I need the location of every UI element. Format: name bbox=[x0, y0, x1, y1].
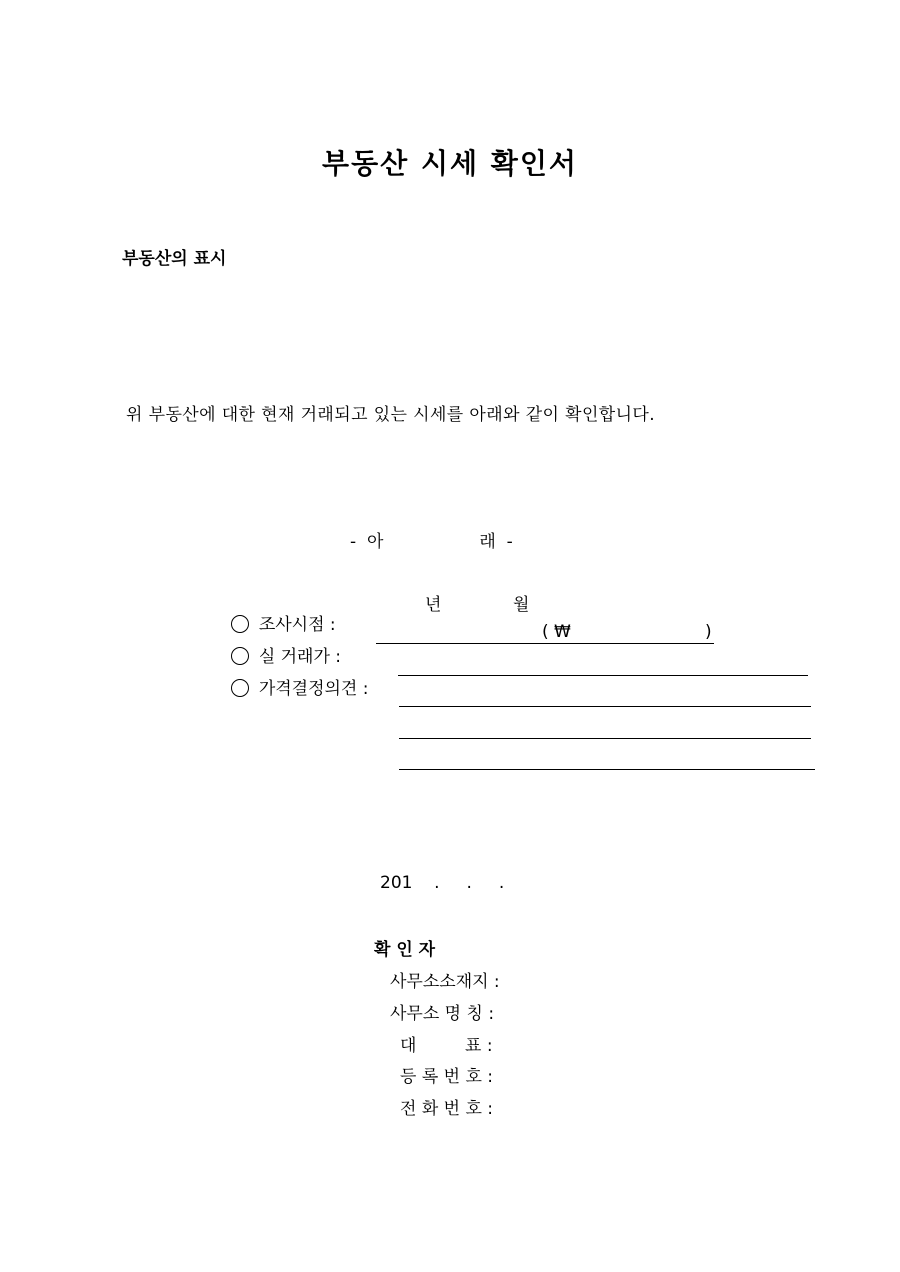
phone-number-label: 전 화 번 호 : bbox=[400, 1099, 494, 1119]
survey-month-label: 월 bbox=[513, 595, 530, 615]
representative-label: 대 표 : bbox=[400, 1036, 493, 1056]
survey-time-label: 조사시점 : bbox=[258, 615, 336, 635]
price-paren-close: ) bbox=[705, 622, 712, 642]
document-title: 부동산 시세 확인서 bbox=[322, 147, 578, 180]
issue-date: 201 . . . bbox=[380, 873, 505, 893]
circle-bullet-icon bbox=[231, 679, 249, 697]
remark-heading bbox=[350, 527, 513, 552]
office-address-label: 사무소소재지 : bbox=[390, 972, 500, 992]
confirmation-statement: 위 부동산에 대한 현재 거래되고 있는 시세를 아래와 같이 확인합니다. bbox=[126, 405, 656, 425]
price-paren-open: ( ₩ bbox=[542, 622, 571, 642]
registration-number-label: 등 록 번 호 : bbox=[400, 1067, 494, 1087]
remark-left: - 아 bbox=[350, 532, 384, 552]
remark-right: 래 - bbox=[479, 532, 513, 552]
survey-year-label: 년 bbox=[425, 595, 442, 615]
actual-price-underline bbox=[376, 643, 714, 644]
opinion-line-1 bbox=[398, 675, 808, 676]
opinion-line-4 bbox=[399, 769, 815, 770]
price-opinion-label: 가격결정의견 : bbox=[258, 679, 369, 699]
confirmer-heading: 확 인 자 bbox=[374, 940, 436, 960]
office-name-label: 사무소 명 칭 : bbox=[390, 1004, 495, 1024]
price-opinion-row bbox=[220, 654, 368, 699]
opinion-line-3 bbox=[399, 738, 811, 739]
property-section-label: 부동산의 표시 bbox=[122, 249, 227, 269]
actual-price-label: 실 거래가 : bbox=[258, 647, 342, 667]
opinion-line-2 bbox=[399, 706, 811, 707]
